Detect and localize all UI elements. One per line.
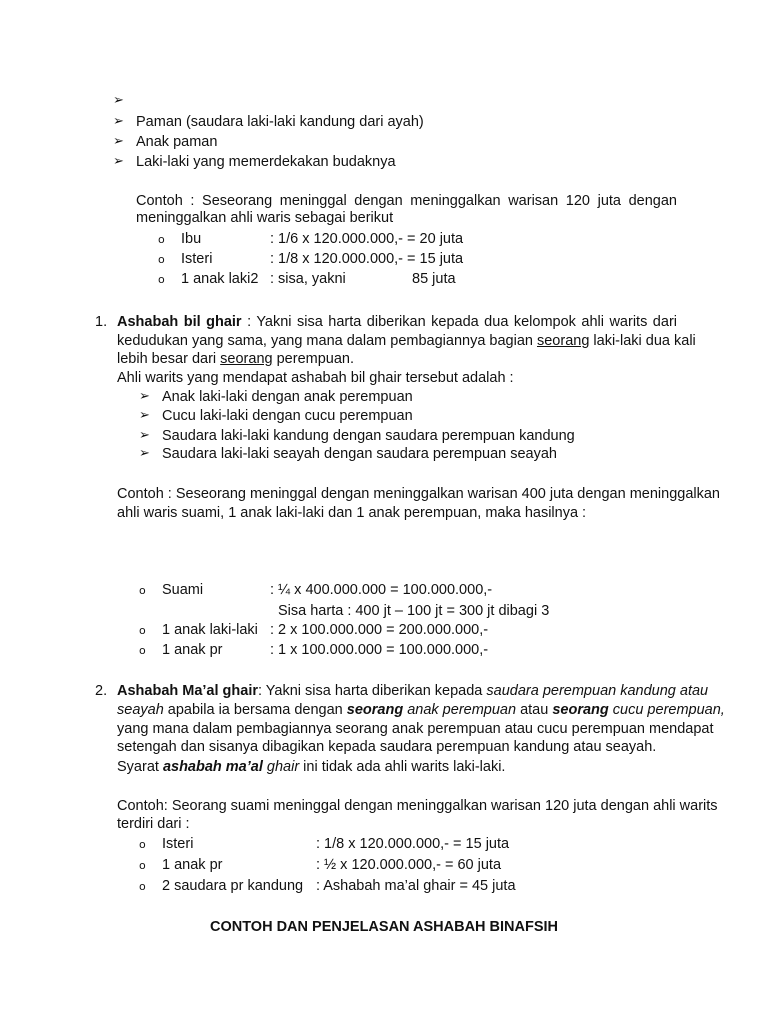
heir-share-amount: 85 juta: [412, 271, 456, 287]
arrow-bullet-icon: ➢: [139, 389, 150, 404]
section-paragraph-line: Ashabah Ma’al ghair: Yakni sisa harta diberikan kepada saudara perempuan kandung atau: [117, 683, 709, 699]
heir-share: : ½ x 120.000.000,- = 60 juta: [316, 857, 502, 873]
heir-share: : 2 x 100.000.000 = 200.000.000,-: [270, 622, 489, 638]
section-number: 2.: [95, 683, 108, 699]
example-paragraph-line: ahli waris suami, 1 anak laki-laki dan 1 anak perempuan, maka hasilnya :: [117, 505, 587, 521]
list-item: Saudara laki-laki seayah dengan saudara perempuan seayah: [162, 446, 557, 462]
circle-bullet-icon: o: [139, 644, 146, 657]
arrow-bullet-icon: ➢: [139, 428, 150, 443]
circle-bullet-icon: o: [139, 859, 146, 872]
section-paragraph-line: Ahli warits yang mendapat ashabah bil ghair tersebut adalah :: [117, 370, 514, 386]
heir-share: : Ashabah ma’al ghair = 45 juta: [316, 878, 516, 894]
heir-name: Suami: [162, 582, 204, 598]
circle-bullet-icon: o: [158, 233, 165, 246]
heir-name: 1 anak laki2: [181, 271, 259, 287]
arrow-bullet-icon: ➢: [113, 134, 124, 149]
heir-name: Isteri: [162, 836, 194, 852]
example-paragraph-line: Contoh: Seorang suami meninggal dengan meninggalkan warisan 120 juta dengan ahli warits: [117, 798, 718, 814]
section-paragraph-line: seayah apabila ia bersama dengan seorang anak perempuan atau seorang cucu perempuan,: [117, 702, 725, 718]
example-paragraph-line: terdiri dari :: [117, 816, 190, 832]
list-item: Cucu laki-laki dengan cucu perempuan: [162, 408, 413, 424]
heir-share: : 1/6 x 120.000.000,- = 20 juta: [270, 231, 464, 247]
arrow-bullet-icon: ➢: [113, 114, 124, 129]
term-ashabah-maal-ghair: Ashabah Ma’al ghair: [117, 683, 259, 699]
heir-share: : 1/8 x 120.000.000,- = 15 juta: [270, 251, 464, 267]
arrow-bullet-icon: ➢: [139, 408, 150, 423]
heir-name: 2 saudara pr kandung: [162, 878, 304, 894]
heir-share: : 1 x 100.000.000 = 100.000.000,-: [270, 642, 489, 658]
section-paragraph-line: setengah dan sisanya dibagikan kepada saudara perempuan kandung atau seayah.: [117, 739, 657, 755]
section-heading: CONTOH DAN PENJELASAN ASHABAH BINAFSIH: [209, 919, 559, 935]
circle-bullet-icon: o: [158, 253, 165, 266]
section-paragraph-line: yang mana dalam pembagiannya seorang anak perempuan atau cucu perempuan mendapat: [117, 721, 714, 737]
example-paragraph-line: meninggalkan ahli waris sebagai berikut: [136, 210, 394, 226]
heir-name: 1 anak pr: [162, 642, 223, 658]
circle-bullet-icon: o: [158, 273, 165, 286]
section-number: 1.: [95, 314, 108, 330]
heir-share: : sisa, yakni: [270, 271, 346, 287]
circle-bullet-icon: o: [139, 880, 146, 893]
circle-bullet-icon: o: [139, 624, 146, 637]
heir-name: Ibu: [181, 231, 202, 247]
term-ashabah-bil-ghair: Ashabah bil ghair: [117, 314, 242, 330]
list-item: Paman (saudara laki-laki kandung dari ayah): [136, 114, 424, 130]
list-item: Anak paman: [136, 134, 218, 150]
heir-name: 1 anak pr: [162, 857, 223, 873]
heir-share: : 1/8 x 120.000.000,- = 15 juta: [316, 836, 510, 852]
heir-share: : ¼ x 400.000.000 = 100.000.000,-: [270, 582, 493, 598]
section-paragraph-line: lebih besar dari seorang perempuan.: [117, 351, 354, 367]
remaining-estate-note: Sisa harta : 400 jt – 100 jt = 300 jt dibagi 3: [278, 603, 550, 619]
heir-name: Isteri: [181, 251, 213, 267]
list-item: Laki-laki yang memerdekakan budaknya: [136, 154, 396, 170]
section-paragraph-line: kedudukan yang sama, yang mana dalam pembagiannya bagian seorang laki-laki dua kali: [117, 333, 696, 349]
example-paragraph-line: Contoh : Seseorang meninggal dengan meninggalkan warisan 400 juta dengan meninggalkan: [117, 486, 720, 502]
section-paragraph-line: Syarat ashabah ma’al ghair ini tidak ada ahli warits laki-laki.: [117, 759, 506, 775]
list-item: Anak laki-laki dengan anak perempuan: [162, 389, 413, 405]
arrow-bullet-icon: ➢: [139, 446, 150, 461]
heir-name: 1 anak laki-laki: [162, 622, 258, 638]
circle-bullet-icon: o: [139, 584, 146, 597]
list-item: Saudara laki-laki kandung dengan saudara perempuan kandung: [162, 428, 575, 444]
circle-bullet-icon: o: [139, 838, 146, 851]
arrow-bullet-icon: ➢: [113, 154, 124, 169]
arrow-bullet-icon: ➢: [113, 93, 124, 108]
section-paragraph-line: Ashabah bil ghair : Yakni sisa harta diberikan kepada dua kelompok ahli warits dari: [117, 314, 677, 330]
example-paragraph-line: Contoh : Seseorang meninggal dengan meninggalkan warisan 120 juta dengan: [136, 193, 677, 209]
